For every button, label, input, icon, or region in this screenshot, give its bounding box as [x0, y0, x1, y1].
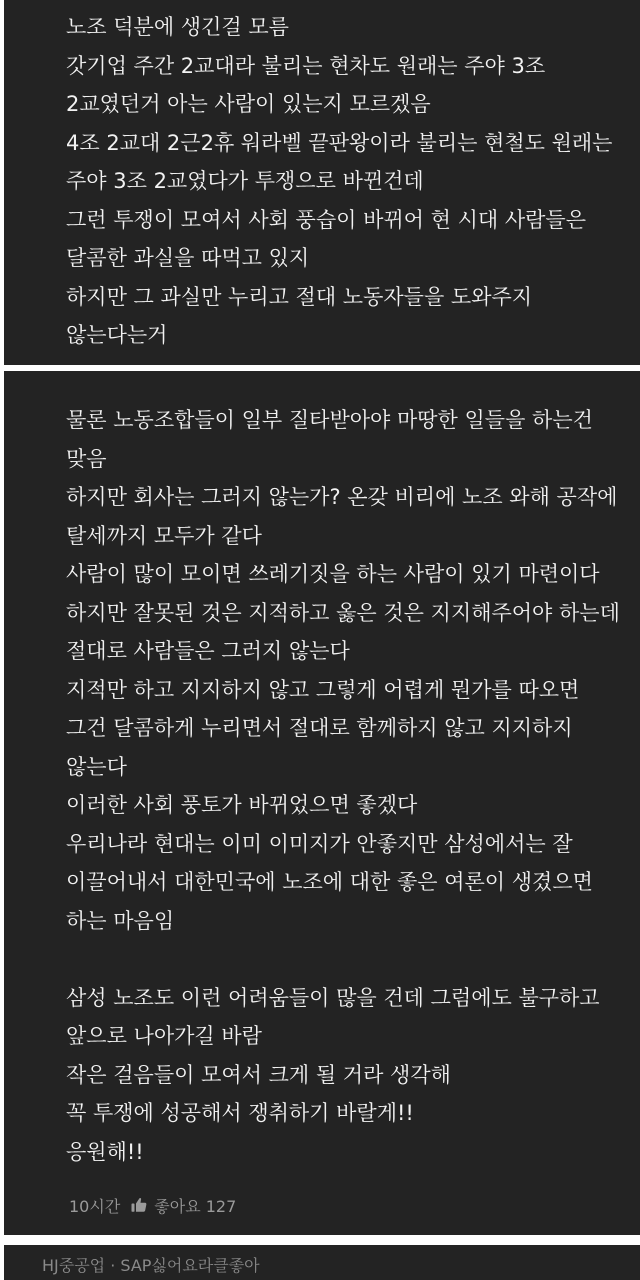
comment-card-2 [4, 371, 640, 1235]
comment-line: 않는다는거 [66, 323, 168, 347]
comment-line: 지적만 하고 지지하지 않고 그렇게 어렵게 뭔가를 따오면 [66, 677, 580, 702]
comment-line: 하지만 잘못된 것은 지적하고 옳은 것은 지지해주어야 하는데 [66, 600, 620, 625]
comment-line: 달콤한 과실을 따먹고 있지 [66, 246, 310, 270]
comment-timestamp: 10시간 [69, 1196, 121, 1216]
comment-line: 하지만 그 과실만 누리고 절대 노동자들을 도와주지 [66, 284, 533, 309]
comment-line: 그건 달콤하게 누리면서 절대로 함께하지 않고 지지하지 [66, 716, 573, 740]
comment-line: 노조 덕분에 생긴걸 모름 [66, 15, 289, 39]
comment-line: 물론 노동조합들이 일부 질타받아야 마땅한 일들을 하는건 [66, 408, 593, 432]
thumbs-up-icon [130, 1196, 148, 1214]
comment-line: 이끌어내서 대한민국에 노조에 대한 좋은 여론이 생겼으면 [66, 870, 593, 894]
like-button[interactable] [130, 1194, 236, 1217]
comment-line: 하지만 회사는 그러지 않는가? 온갖 비리에 노조 와해 공작에 [66, 485, 618, 509]
comment-line: 삼성 노조도 이런 어려움들이 많을 건데 그럼에도 불구하고 [66, 985, 600, 1010]
comment-body-1 [66, 8, 630, 355]
like-count-label: 좋아요 127 [154, 1196, 237, 1216]
comment-line: 이러한 사회 풍토가 바뀌었으면 좋겠다 [66, 793, 418, 817]
comment-line: 맞음 [66, 446, 107, 471]
comment-line: 주야 3조 2교였다가 투쟁으로 바뀐건데 [66, 169, 424, 193]
paragraph-break [66, 940, 630, 979]
comment-line: 그런 투쟁이 모여서 사회 풍습이 바뀌어 현 시대 사람들은 [66, 207, 586, 232]
comment-line: 않는다 [66, 754, 127, 779]
comment-line: 하는 마음임 [66, 908, 175, 933]
comment-line: 응원해!! [66, 1139, 144, 1164]
comment-line: 우리나라 현대는 이미 이미지가 안좋지만 삼성에서는 잘 [66, 831, 573, 856]
comment-card-1 [4, 0, 640, 365]
comment-line: 사람이 많이 모이면 쓰레기짓을 하는 사람이 있기 마련이다 [66, 562, 600, 586]
comment-line: 4조 2교대 2근2휴 워라벨 끝판왕이라 불리는 현철도 원래는 [66, 130, 613, 155]
comment-line: 2교였던거 아는 사람이 있는지 모르겠음 [66, 92, 431, 116]
next-comment-header: HJ중공업 · SAP싫어요라클좋아 [42, 1256, 260, 1275]
comment-line: 절대로 사람들은 그러지 않는다 [66, 639, 350, 663]
comment-line: 갓기업 주간 2교대라 불리는 현차도 원래는 주야 3조 [66, 53, 546, 78]
comment-meta [69, 1191, 236, 1219]
comment-line: 작은 걸음들이 모여서 크게 될 거라 생각해 [66, 1062, 451, 1087]
comment-line: 앞으로 나아가길 바람 [66, 1024, 262, 1048]
comment-body-2 [66, 401, 630, 1171]
next-comment-card [4, 1245, 640, 1280]
comment-line: 탈세까지 모두가 같다 [66, 523, 262, 548]
comment-line: 꼭 투쟁에 성공해서 쟁취하기 바랄게!! [66, 1101, 414, 1125]
